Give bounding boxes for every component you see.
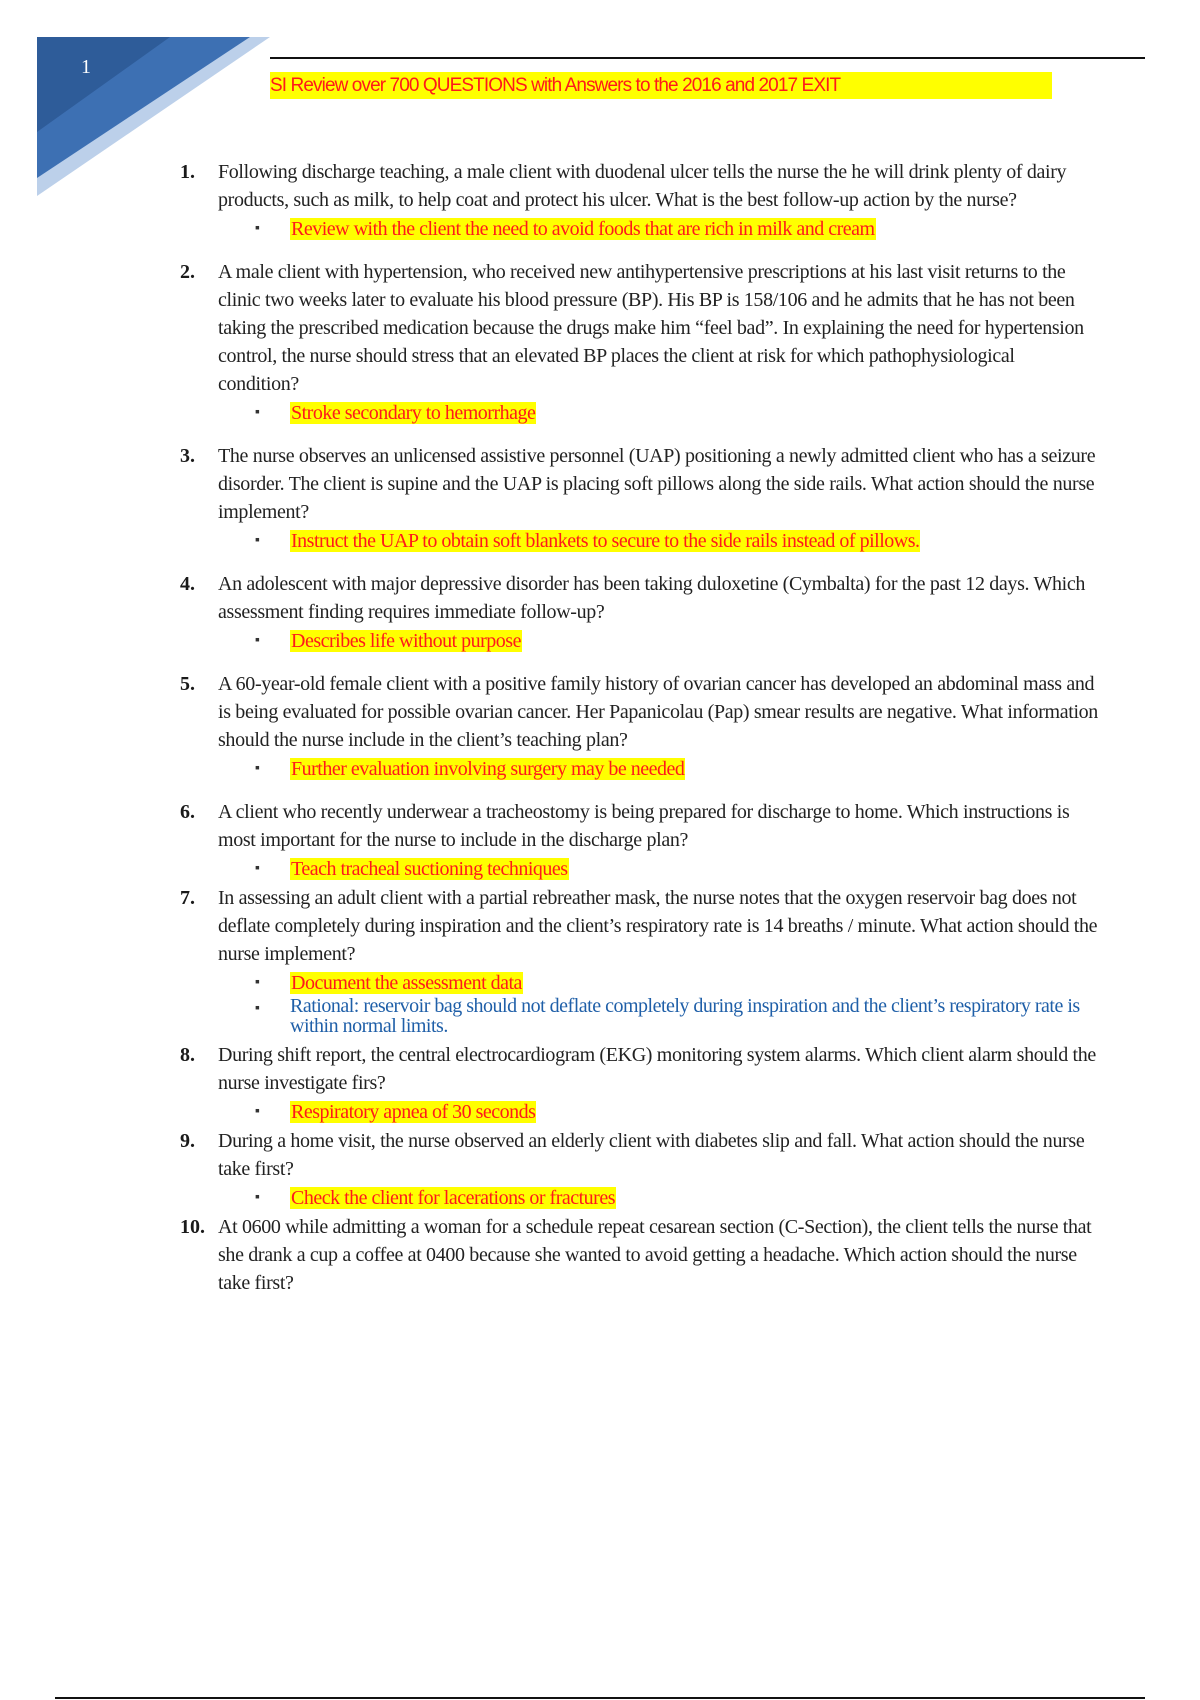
- question-number: 8.: [180, 1044, 195, 1066]
- answer-item: [255, 856, 1100, 882]
- question-number: 2.: [180, 261, 195, 283]
- answer-text: Review with the client the need to avoid foods that are rich in milk and cream: [291, 218, 875, 240]
- question-text: At 0600 while admitting a woman for a schedule repeat cesarean section (C-Section), the client tells the nurse that she drank a cup a coffee at 0400 because she wanted to avoid getting a headache. Which action should the nurse take first?: [218, 1216, 1092, 1294]
- answer-text: Stroke secondary to hemorrhage: [291, 402, 536, 424]
- question-8: [180, 1041, 1100, 1125]
- answer-text: Describes life without purpose: [291, 630, 521, 652]
- answer-text: Teach tracheal suctioning techniques: [291, 858, 568, 880]
- answer-list: [218, 1099, 1100, 1125]
- question-text: During shift report, the central electrocardiogram (EKG) monitoring system alarms. Which client alarm should the nurse investigate firs?: [218, 1044, 1096, 1094]
- answer-item: [255, 970, 1100, 996]
- bullet-icon: ▪: [255, 633, 260, 648]
- bullet-icon: ▪: [255, 221, 260, 236]
- answer-list: [218, 856, 1100, 882]
- question-text: The nurse observes an unlicensed assistive personnel (UAP) positioning a newly admitted client who has a seizure disorder. The client is supine and the UAP is placing soft pillows along the side rails. What action should the nurse implement?: [218, 445, 1096, 523]
- rationale-text: Rational: reservoir bag should not deflate completely during inspiration and the client’s respiratory rate is within normal limits.: [290, 995, 1080, 1037]
- document-title: SI Review over 700 QUESTIONS with Answers to the 2016 and 2017 EXIT: [270, 72, 1052, 99]
- question-list: [180, 158, 1100, 1297]
- answer-list: [218, 1185, 1100, 1211]
- question-2: [180, 258, 1100, 426]
- question-text: An adolescent with major depressive disorder has been taking duloxetine (Cymbalta) for the past 12 days. Which assessment finding requires immediate follow-up?: [218, 573, 1085, 623]
- bullet-icon: ▪: [255, 761, 260, 776]
- question-number: 5.: [180, 673, 195, 695]
- question-number: 3.: [180, 445, 195, 467]
- question-6: [180, 798, 1100, 882]
- bullet-icon: ▪: [255, 1190, 260, 1205]
- answer-item: [255, 1185, 1100, 1211]
- bullet-icon: ▪: [255, 975, 260, 990]
- question-number: 6.: [180, 801, 195, 823]
- question-text: A client who recently underwear a tracheostomy is being prepared for discharge to home. Which instructions is most important for the nurse to include in the discharge plan?: [218, 801, 1070, 851]
- question-number: 1.: [180, 161, 195, 183]
- question-text: During a home visit, the nurse observed an elderly client with diabetes slip and fall. What action should the nurse take first?: [218, 1130, 1085, 1180]
- page-number: 1: [81, 56, 91, 78]
- answer-text: Further evaluation involving surgery may be needed: [291, 758, 685, 780]
- question-10: [180, 1213, 1100, 1297]
- bottom-rule: [55, 1697, 1145, 1699]
- question-4: [180, 570, 1100, 654]
- answer-text: Respiratory apnea of 30 seconds: [291, 1101, 536, 1123]
- answer-list: [218, 628, 1100, 654]
- answer-list: [218, 528, 1100, 554]
- answer-item: [255, 628, 1100, 654]
- answer-item: [255, 528, 1100, 554]
- bullet-icon: ▪: [255, 533, 260, 548]
- answer-item: [255, 756, 1100, 782]
- bullet-icon: ▪: [255, 1001, 260, 1016]
- question-number: 7.: [180, 887, 195, 909]
- question-7: [180, 884, 1100, 1039]
- answer-text: Check the client for lacerations or fractures: [291, 1187, 616, 1209]
- bullet-icon: ▪: [255, 1104, 260, 1119]
- question-number: 4.: [180, 573, 195, 595]
- question-number: 10.: [180, 1216, 205, 1238]
- answer-list: [218, 400, 1100, 426]
- question-number: 9.: [180, 1130, 195, 1152]
- question-text: Following discharge teaching, a male client with duodenal ulcer tells the nurse the he will drink plenty of dairy products, such as milk, to help coat and protect his ulcer. What is the best follow-up action by the nurse?: [218, 161, 1067, 211]
- answer-item: [255, 1099, 1100, 1125]
- answer-list: [218, 216, 1100, 242]
- question-5: [180, 670, 1100, 782]
- question-1: [180, 158, 1100, 242]
- rationale-item: [255, 996, 1100, 1039]
- answer-text: Document the assessment data: [291, 972, 522, 994]
- answer-list: [218, 970, 1100, 1039]
- question-text: A 60-year-old female client with a positive family history of ovarian cancer has developed an abdominal mass and is being evaluated for possible ovarian cancer. Her Papanicolau (Pap) smear results are negative. What information should the nurse include in the client’s teaching plan?: [218, 673, 1098, 751]
- question-9: [180, 1127, 1100, 1211]
- answer-item: [255, 400, 1100, 426]
- question-3: [180, 442, 1100, 554]
- bullet-icon: ▪: [255, 405, 260, 420]
- answer-item: [255, 216, 1100, 242]
- answer-list: [218, 756, 1100, 782]
- question-text: A male client with hypertension, who received new antihypertensive prescriptions at his last visit returns to the clinic two weeks later to evaluate his blood pressure (BP). His BP is 158/106 and he admits that he has not been taking the prescribed medication because the drugs make him “feel bad”. In explaining the need for hypertension control, the nurse should stress that an elevated BP places the client at risk for which pathophysiological condition?: [218, 261, 1084, 395]
- top-rule: [270, 57, 1145, 59]
- answer-text: Instruct the UAP to obtain soft blankets to secure to the side rails instead of pillows.: [291, 530, 920, 552]
- bullet-icon: ▪: [255, 861, 260, 876]
- question-text: In assessing an adult client with a partial rebreather mask, the nurse notes that the oxygen reservoir bag does not deflate completely during inspiration and the client’s respiratory rate is 14 breaths / minute. What action should the nurse implement?: [218, 887, 1098, 965]
